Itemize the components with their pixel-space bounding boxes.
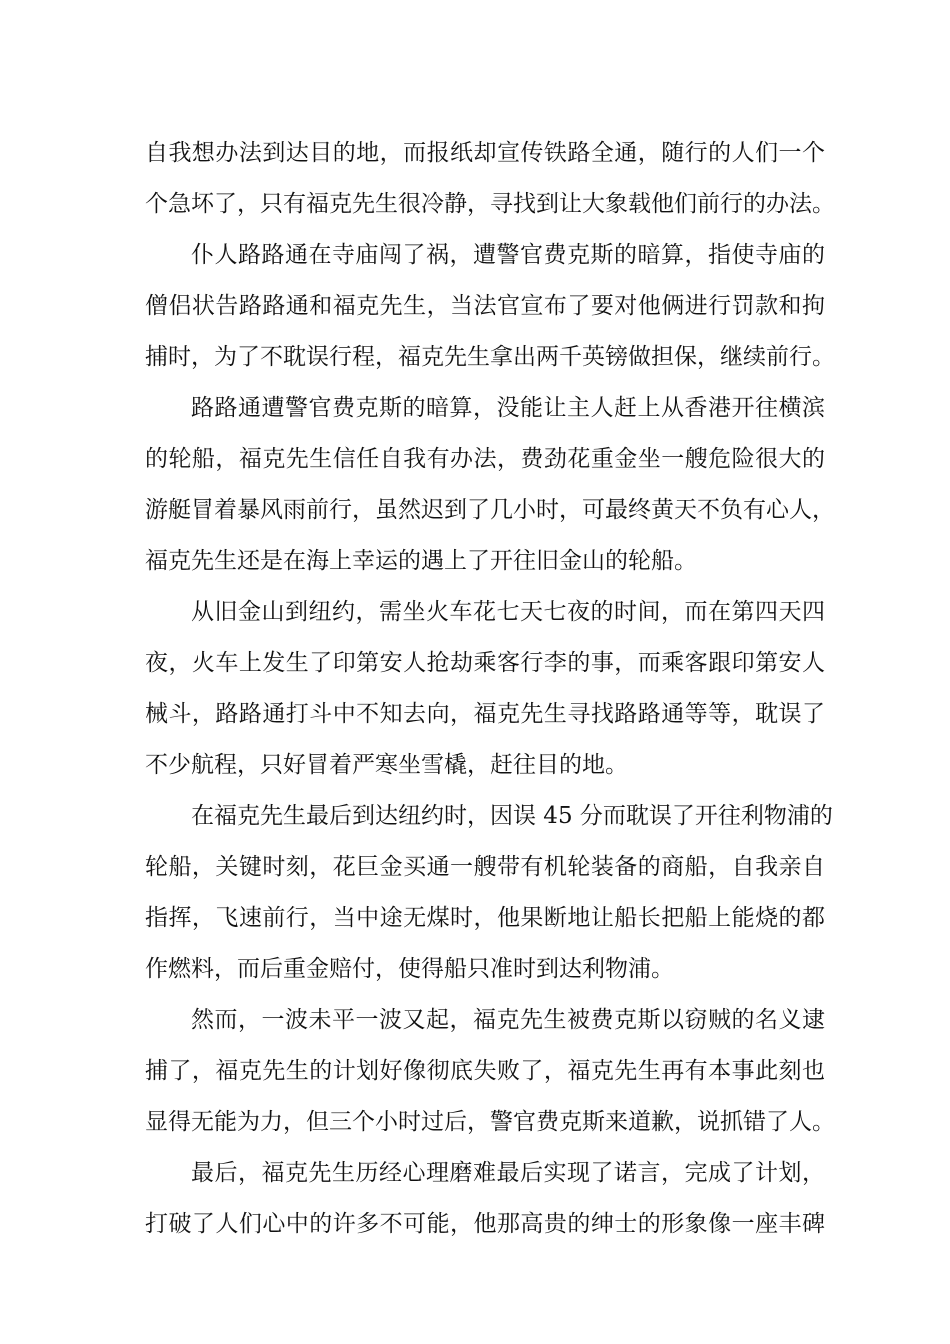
text-line: 福克先生还是在海上幸运的遇上了开往旧金山的轮船。 (145, 548, 697, 574)
text-line: 指挥，飞速前行，当中途无煤时，他果断地让船长把船上能烧的都 (145, 905, 825, 931)
text-line: 械斗，路路通打斗中不知去向，福克先生寻找路路通等等，耽误了 (145, 701, 825, 727)
text-line: 仆人路路通在寺庙闯了祸，遭警官费克斯的暗算，指使寺庙的 (191, 242, 825, 268)
text-line: 游艇冒着暴风雨前行，虽然迟到了几小时，可最终黄天不负有心人， (145, 497, 835, 523)
text-line: 作燃料，而后重金赔付，使得船只准时到达利物浦。 (145, 956, 674, 982)
text-line: 然而，一波未平一波又起，福克先生被费克斯以窃贼的名义逮 (191, 1007, 825, 1033)
text-line: 自我想办法到达目的地，而报纸却宣传铁路全通，随行的人们一个 (145, 140, 825, 166)
text-line: 个急坏了，只有福克先生很冷静，寻找到让大象载他们前行的办法。 (145, 191, 835, 217)
text-line: 轮船，关键时刻，花巨金买通一艘带有机轮装备的商船，自我亲自 (145, 854, 825, 880)
text-line: 僧侣状告路路通和福克先生，当法官宣布了要对他俩进行罚款和拘 (145, 293, 825, 319)
body-text (145, 128, 835, 1250)
text-line: 路路通遭警官费克斯的暗算，没能让主人赶上从香港开往横滨 (191, 395, 825, 421)
text-line: 最后，福克先生历经心理磨难最后实现了诺言，完成了计划， (191, 1160, 825, 1186)
text-line: 打破了人们心中的许多不可能，他那高贵的绅士的形象像一座丰碑 (145, 1211, 825, 1237)
text-line: 捕时，为了不耽误行程，福克先生拿出两千英镑做担保，继续前行。 (145, 344, 835, 370)
text-line: 显得无能为力，但三个小时过后，警官费克斯来道歉，说抓错了人。 (145, 1109, 835, 1135)
text-line: 不少航程，只好冒着严寒坐雪橇，赶往目的地。 (145, 752, 628, 778)
text-line: 捕了，福克先生的计划好像彻底失败了，福克先生再有本事此刻也 (145, 1058, 825, 1084)
text-line: 在福克先生最后到达纽约时，因误 45 分而耽误了开往利物浦的 (191, 803, 833, 829)
text-line: 夜，火车上发生了印第安人抢劫乘客行李的事，而乘客跟印第安人 (145, 650, 825, 676)
text-line: 的轮船，福克先生信任自我有办法，费劲花重金坐一艘危险很大的 (145, 446, 825, 472)
text-line: 从旧金山到纽约，需坐火车花七天七夜的时间，而在第四天四 (191, 599, 825, 625)
